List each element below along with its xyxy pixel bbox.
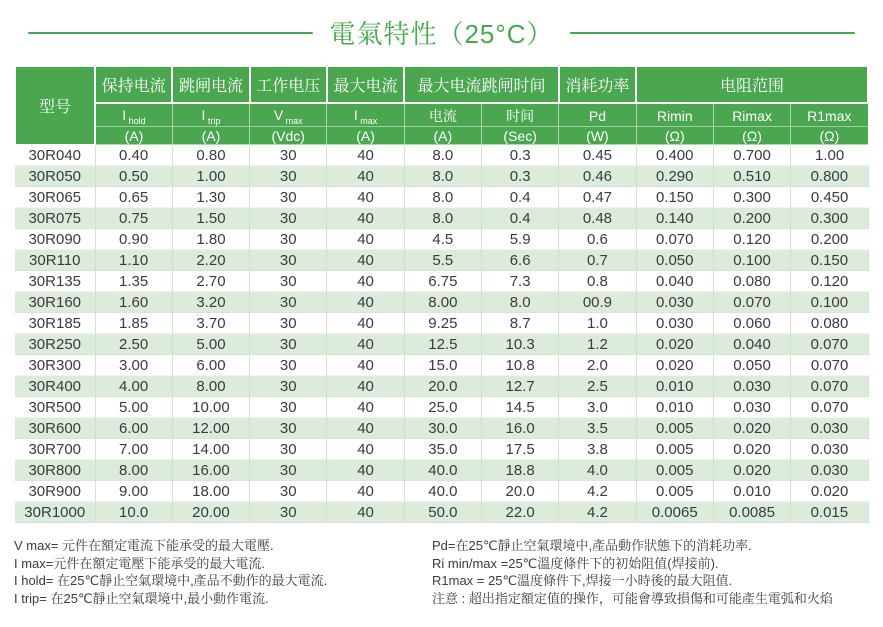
value-cell: 0.45	[559, 145, 636, 166]
value-cell: 17.5	[481, 439, 558, 460]
model-cell: 30R185	[15, 313, 95, 334]
value-cell: 30	[250, 271, 327, 292]
value-cell: 0.050	[636, 250, 713, 271]
model-cell: 30R900	[15, 481, 95, 502]
title-left-line	[28, 32, 313, 34]
value-cell: 40	[327, 166, 404, 187]
value-cell: 30.0	[404, 418, 481, 439]
value-cell: 0.010	[636, 397, 713, 418]
value-cell: 18.8	[481, 460, 558, 481]
table-row	[15, 187, 868, 208]
table-row	[15, 376, 868, 397]
value-cell: 25.0	[404, 397, 481, 418]
value-cell: 0.070	[636, 229, 713, 250]
value-cell: 0.65	[95, 187, 172, 208]
value-cell: 30	[250, 502, 327, 523]
value-cell: 0.7	[559, 250, 636, 271]
value-cell: 0.510	[713, 166, 790, 187]
value-cell: 2.5	[559, 376, 636, 397]
value-cell: 4.00	[95, 376, 172, 397]
value-cell: 7.3	[481, 271, 558, 292]
table-row	[15, 397, 868, 418]
value-cell: 22.0	[481, 502, 558, 523]
value-cell: 20.00	[172, 502, 249, 523]
electrical-characteristics-table	[14, 65, 869, 523]
value-cell: 0.3	[481, 166, 558, 187]
value-cell: 40	[327, 334, 404, 355]
note-line: Pd=在25℃靜止空氣環境中,產品動作狀態下的消耗功率.	[432, 538, 752, 553]
value-cell: 0.48	[559, 208, 636, 229]
value-cell: 1.10	[95, 250, 172, 271]
value-cell: 40	[327, 145, 404, 166]
value-cell: 18.00	[172, 481, 249, 502]
value-cell: 15.0	[404, 355, 481, 376]
column-unit-header: (Ω)	[713, 127, 790, 145]
value-cell: 30	[250, 481, 327, 502]
value-cell: 6.00	[95, 418, 172, 439]
value-cell: 1.85	[95, 313, 172, 334]
value-cell: 30	[250, 313, 327, 334]
column-sub-header: I $_{max}$	[327, 103, 404, 127]
footnotes	[14, 537, 869, 607]
column-unit-header: (A)	[404, 127, 481, 145]
column-unit-header: (A)	[95, 127, 172, 145]
value-cell: 1.2	[559, 334, 636, 355]
value-cell: 0.300	[791, 208, 868, 229]
value-cell: 0.050	[713, 355, 790, 376]
value-cell: 40	[327, 208, 404, 229]
col-header-model: 型号	[15, 66, 95, 145]
value-cell: 9.00	[95, 481, 172, 502]
column-sub-header: R1max	[791, 103, 868, 127]
value-cell: 0.030	[791, 460, 868, 481]
table-row	[15, 439, 868, 460]
page-title-row	[0, 0, 883, 61]
value-cell: 1.30	[172, 187, 249, 208]
value-cell: 40	[327, 313, 404, 334]
value-cell: 0.030	[636, 313, 713, 334]
column-group-header: 最大电流	[327, 66, 404, 103]
value-cell: 0.005	[636, 460, 713, 481]
value-cell: 2.50	[95, 334, 172, 355]
value-cell: 0.070	[791, 334, 868, 355]
value-cell: 20.0	[481, 481, 558, 502]
value-cell: 0.40	[95, 145, 172, 166]
value-cell: 10.00	[172, 397, 249, 418]
note-line: V max= 元件在額定電流下能承受的最大電壓.	[14, 538, 274, 553]
value-cell: 0.4	[481, 208, 558, 229]
value-cell: 30	[250, 208, 327, 229]
value-cell: 00.9	[559, 292, 636, 313]
value-cell: 0.015	[791, 502, 868, 523]
model-cell: 30R400	[15, 376, 95, 397]
value-cell: 12.5	[404, 334, 481, 355]
column-group-header: 保持电流	[95, 66, 172, 103]
value-cell: 40	[327, 376, 404, 397]
value-cell: 0.020	[636, 334, 713, 355]
value-cell: 0.6	[559, 229, 636, 250]
value-cell: 8.0	[404, 208, 481, 229]
value-cell: 40	[327, 418, 404, 439]
column-unit-header: (A)	[172, 127, 249, 145]
note-line: R1max = 25℃溫度條件下,焊接一小時後的最大阻值.	[432, 573, 733, 588]
value-cell: 3.5	[559, 418, 636, 439]
value-cell: 0.030	[636, 292, 713, 313]
value-cell: 0.005	[636, 481, 713, 502]
value-cell: 0.290	[636, 166, 713, 187]
value-cell: 30	[250, 166, 327, 187]
model-cell: 30R500	[15, 397, 95, 418]
value-cell: 14.00	[172, 439, 249, 460]
column-sub-header: Rimin	[636, 103, 713, 127]
table-row	[15, 418, 868, 439]
value-cell: 40	[327, 397, 404, 418]
value-cell: 35.0	[404, 439, 481, 460]
table-row	[15, 460, 868, 481]
value-cell: 0.010	[713, 481, 790, 502]
value-cell: 1.60	[95, 292, 172, 313]
value-cell: 40	[327, 355, 404, 376]
value-cell: 6.75	[404, 271, 481, 292]
value-cell: 1.00	[791, 145, 868, 166]
table-row	[15, 313, 868, 334]
value-cell: 30	[250, 397, 327, 418]
value-cell: 5.00	[95, 397, 172, 418]
value-cell: 0.020	[791, 481, 868, 502]
value-cell: 0.700	[713, 145, 790, 166]
value-cell: 0.200	[713, 208, 790, 229]
value-cell: 0.150	[636, 187, 713, 208]
value-cell: 40	[327, 439, 404, 460]
table-row	[15, 250, 868, 271]
value-cell: 0.010	[636, 376, 713, 397]
value-cell: 10.3	[481, 334, 558, 355]
value-cell: 0.150	[791, 250, 868, 271]
value-cell: 16.00	[172, 460, 249, 481]
column-unit-header: (Ω)	[636, 127, 713, 145]
value-cell: 3.70	[172, 313, 249, 334]
value-cell: 1.00	[172, 166, 249, 187]
value-cell: 30	[250, 460, 327, 481]
value-cell: 0.100	[713, 250, 790, 271]
note-line: I max=元件在額定電壓下能承受的最大電流.	[14, 555, 265, 571]
value-cell: 0.75	[95, 208, 172, 229]
column-unit-header: (Sec)	[481, 127, 558, 145]
unit-header-row	[15, 127, 868, 145]
value-cell: 1.0	[559, 313, 636, 334]
value-cell: 8.0	[404, 145, 481, 166]
value-cell: 0.040	[713, 334, 790, 355]
value-cell: 0.005	[636, 439, 713, 460]
value-cell: 0.020	[713, 460, 790, 481]
page-title: 電氣特性（25°C）	[329, 19, 554, 49]
table-row	[15, 229, 868, 250]
value-cell: 0.070	[713, 292, 790, 313]
value-cell: 30	[250, 229, 327, 250]
value-cell: 0.200	[791, 229, 868, 250]
column-sub-header: I $_{hold}$	[95, 103, 172, 127]
value-cell: 2.20	[172, 250, 249, 271]
title-right-line	[570, 32, 855, 34]
value-cell: 30	[250, 250, 327, 271]
value-cell: 0.300	[713, 187, 790, 208]
model-cell: 30R110	[15, 250, 95, 271]
note-line: I trip= 在25℃靜止空氣環境中,最小動作電流.	[14, 590, 269, 606]
value-cell: 40	[327, 460, 404, 481]
table-row	[15, 145, 868, 166]
column-group-header: 最大电流跳闸时间	[404, 66, 559, 103]
column-sub-header: 电流	[404, 103, 481, 127]
value-cell: 40	[327, 481, 404, 502]
note-line: 注意 : 超出指定額定值的操作，可能會導致損傷和可能產生電弧和火焰	[432, 590, 833, 606]
table-row	[15, 355, 868, 376]
value-cell: 0.030	[713, 397, 790, 418]
value-cell: 8.0	[404, 187, 481, 208]
value-cell: 40.0	[404, 460, 481, 481]
value-cell: 30	[250, 334, 327, 355]
value-cell: 40	[327, 502, 404, 523]
value-cell: 8.7	[481, 313, 558, 334]
table-row	[15, 271, 868, 292]
value-cell: 4.2	[559, 481, 636, 502]
model-cell: 30R300	[15, 355, 95, 376]
value-cell: 0.060	[713, 313, 790, 334]
value-cell: 0.070	[791, 376, 868, 397]
value-cell: 8.0	[404, 166, 481, 187]
column-unit-header: (A)	[327, 127, 404, 145]
model-cell: 30R160	[15, 292, 95, 313]
value-cell: 3.00	[95, 355, 172, 376]
value-cell: 8.0	[481, 292, 558, 313]
value-cell: 30	[250, 355, 327, 376]
value-cell: 30	[250, 418, 327, 439]
value-cell: 14.5	[481, 397, 558, 418]
value-cell: 0.400	[636, 145, 713, 166]
model-cell: 30R075	[15, 208, 95, 229]
value-cell: 40	[327, 229, 404, 250]
sub-header-row	[15, 103, 868, 127]
value-cell: 0.0085	[713, 502, 790, 523]
value-cell: 5.00	[172, 334, 249, 355]
value-cell: 4.0	[559, 460, 636, 481]
value-cell: 12.00	[172, 418, 249, 439]
value-cell: 0.080	[713, 271, 790, 292]
value-cell: 0.46	[559, 166, 636, 187]
value-cell: 0.080	[791, 313, 868, 334]
column-sub-header: 时间	[481, 103, 558, 127]
value-cell: 0.100	[791, 292, 868, 313]
table-row	[15, 292, 868, 313]
value-cell: 0.80	[172, 145, 249, 166]
value-cell: 30	[250, 187, 327, 208]
value-cell: 0.020	[713, 418, 790, 439]
model-cell: 30R600	[15, 418, 95, 439]
value-cell: 40	[327, 271, 404, 292]
value-cell: 0.030	[713, 376, 790, 397]
value-cell: 1.80	[172, 229, 249, 250]
value-cell: 0.120	[791, 271, 868, 292]
value-cell: 40	[327, 187, 404, 208]
column-group-header: 工作电压	[250, 66, 327, 103]
value-cell: 0.070	[791, 397, 868, 418]
column-unit-header: (Vdc)	[250, 127, 327, 145]
value-cell: 4.2	[559, 502, 636, 523]
column-sub-header: Pd	[559, 103, 636, 127]
value-cell: 0.8	[559, 271, 636, 292]
column-sub-header: I $_{trip}$	[172, 103, 249, 127]
value-cell: 0.070	[791, 355, 868, 376]
value-cell: 4.5	[404, 229, 481, 250]
value-cell: 0.120	[713, 229, 790, 250]
value-cell: 1.35	[95, 271, 172, 292]
value-cell: 1.50	[172, 208, 249, 229]
value-cell: 0.040	[636, 271, 713, 292]
value-cell: 30	[250, 376, 327, 397]
value-cell: 40	[327, 250, 404, 271]
value-cell: 0.3	[481, 145, 558, 166]
value-cell: 30	[250, 292, 327, 313]
model-cell: 30R135	[15, 271, 95, 292]
model-cell: 30R700	[15, 439, 95, 460]
table-row	[15, 208, 868, 229]
value-cell: 10.0	[95, 502, 172, 523]
model-cell: 30R800	[15, 460, 95, 481]
table-body	[15, 145, 868, 523]
model-cell: 30R050	[15, 166, 95, 187]
value-cell: 8.00	[404, 292, 481, 313]
value-cell: 0.020	[713, 439, 790, 460]
value-cell: 3.0	[559, 397, 636, 418]
value-cell: 0.47	[559, 187, 636, 208]
group-header-row	[15, 66, 868, 103]
value-cell: 2.0	[559, 355, 636, 376]
model-cell: 30R040	[15, 145, 95, 166]
value-cell: 12.7	[481, 376, 558, 397]
value-cell: 0.450	[791, 187, 868, 208]
table-row	[15, 166, 868, 187]
value-cell: 0.4	[481, 187, 558, 208]
footnotes-left-column	[14, 537, 422, 607]
model-cell: 30R090	[15, 229, 95, 250]
value-cell: 0.90	[95, 229, 172, 250]
footnotes-right-column	[432, 537, 869, 607]
model-cell: 30R065	[15, 187, 95, 208]
column-sub-header: V $_{max}$	[250, 103, 327, 127]
value-cell: 6.00	[172, 355, 249, 376]
value-cell: 0.140	[636, 208, 713, 229]
value-cell: 40	[327, 292, 404, 313]
table-header	[15, 66, 868, 145]
value-cell: 8.00	[95, 460, 172, 481]
column-group-header: 电阻范围	[636, 66, 868, 103]
value-cell: 30	[250, 439, 327, 460]
value-cell: 5.5	[404, 250, 481, 271]
table-row	[15, 481, 868, 502]
table-row	[15, 334, 868, 355]
value-cell: 40.0	[404, 481, 481, 502]
value-cell: 5.9	[481, 229, 558, 250]
column-sub-header: Rimax	[713, 103, 790, 127]
value-cell: 2.70	[172, 271, 249, 292]
value-cell: 0.030	[791, 418, 868, 439]
column-group-header: 消耗功率	[559, 66, 636, 103]
value-cell: 0.50	[95, 166, 172, 187]
note-line: I hold= 在25℃靜止空氣環境中,產品不動作的最大電流.	[14, 573, 328, 588]
value-cell: 0.800	[791, 166, 868, 187]
column-group-header: 跳闸电流	[172, 66, 249, 103]
note-line: Ri min/max =25℃溫度條件下的初始阻值(焊接前).	[432, 555, 719, 571]
value-cell: 16.0	[481, 418, 558, 439]
column-unit-header: (W)	[559, 127, 636, 145]
table-row	[15, 502, 868, 523]
value-cell: 7.00	[95, 439, 172, 460]
value-cell: 6.6	[481, 250, 558, 271]
value-cell: 0.020	[636, 355, 713, 376]
value-cell: 20.0	[404, 376, 481, 397]
value-cell: 0.030	[791, 439, 868, 460]
model-cell: 30R250	[15, 334, 95, 355]
value-cell: 3.8	[559, 439, 636, 460]
value-cell: 30	[250, 145, 327, 166]
value-cell: 0.005	[636, 418, 713, 439]
column-unit-header: (Ω)	[791, 127, 868, 145]
value-cell: 8.00	[172, 376, 249, 397]
value-cell: 9.25	[404, 313, 481, 334]
model-cell: 30R1000	[15, 502, 95, 523]
value-cell: 0.0065	[636, 502, 713, 523]
value-cell: 10.8	[481, 355, 558, 376]
value-cell: 3.20	[172, 292, 249, 313]
value-cell: 50.0	[404, 502, 481, 523]
